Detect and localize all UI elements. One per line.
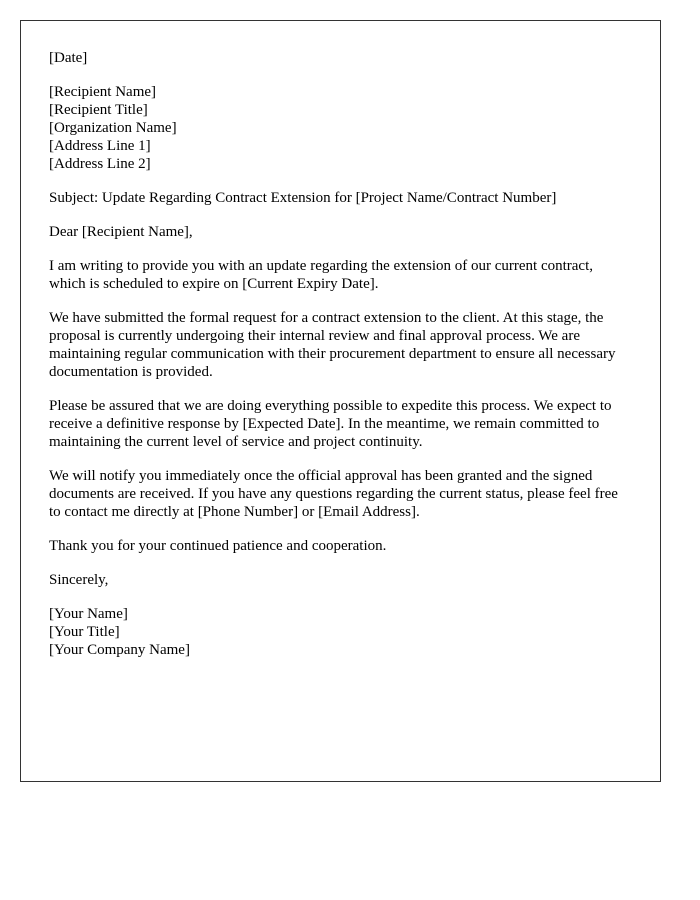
body-paragraph: We have submitted the formal request for a contract extension to the client. At this stage, the proposal is currently undergoing their internal review and final approval process. We are maintaining regular communication with their procurement department to ensure all necessary documentation is provided. <box>49 310 616 380</box>
body-paragraph: We will notify you immediately once the official approval has been granted and the signed documents are received. If you have any questions regarding the current status, please feel free to contact me directly at [Phone Number] or [Email Address]. <box>49 468 618 520</box>
signature-block <box>49 605 632 659</box>
body-paragraph: I am writing to provide you with an update regarding the extension of our current contract, which is scheduled to expire on [Current Expiry Date]. <box>49 258 593 292</box>
date: [Date] <box>49 50 88 66</box>
address-line-1: [Address Line 1] <box>49 138 151 154</box>
address-line-2: [Address Line 2] <box>49 156 151 172</box>
salutation: Dear [Recipient Name], <box>49 224 193 240</box>
recipient-name: [Recipient Name] <box>49 84 157 100</box>
recipient-block <box>49 83 632 173</box>
recipient-title: [Recipient Title] <box>49 102 148 118</box>
closing: Sincerely, <box>49 572 109 588</box>
organization-name: [Organization Name] <box>49 120 177 136</box>
body-paragraph: Thank you for your continued patience and cooperation. <box>49 538 387 554</box>
sender-company: [Your Company Name] <box>49 642 190 658</box>
sender-title: [Your Title] <box>49 624 120 640</box>
letter-page <box>20 20 661 782</box>
body-paragraph: Please be assured that we are doing everything possible to expedite this process. We expect to receive a definitive response by [Expected Date]. In the meantime, we remain committed to maintaining the current level of service and project continuity. <box>49 398 612 450</box>
subject-line: Subject: Update Regarding Contract Extension for [Project Name/Contract Number] <box>49 190 557 206</box>
sender-name: [Your Name] <box>49 606 128 622</box>
